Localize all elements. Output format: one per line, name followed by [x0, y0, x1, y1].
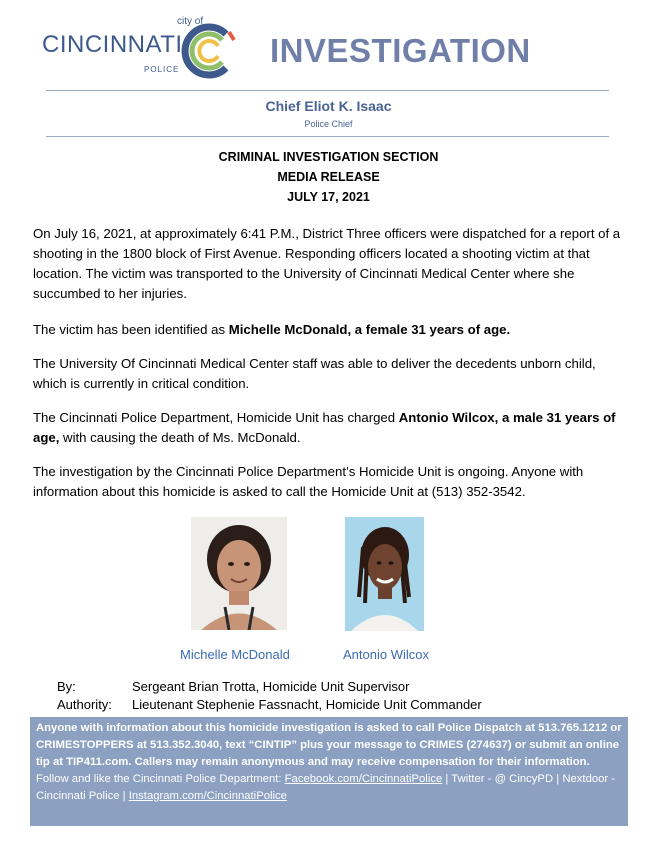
suspect-name: Antonio Wilcox, a male 31 years of age,	[33, 410, 616, 445]
release-type: MEDIA RELEASE	[277, 170, 380, 184]
paragraph-ongoing: The investigation by the Cincinnati Police Department’s Homicide Unit is ongoing. Anyone with information about this homicide is asked to call the Homicide Unit at (513) 352-3542.	[33, 464, 584, 499]
victim-intro: The victim has been identified as	[33, 322, 229, 337]
header	[0, 0, 657, 90]
paragraph-victim	[33, 320, 623, 340]
victim-photo	[191, 517, 287, 630]
footer-twitter-nextdoor: | Twitter - @ CincyPD | Nextdoor - Cincinnati Police |	[36, 773, 616, 802]
cincinnati-police-logo	[42, 14, 242, 76]
suspect-photo	[345, 517, 424, 631]
charged-intro: The Cincinnati Police Department, Homicide Unit has charged	[33, 410, 399, 425]
logo-c-emblem-icon	[176, 22, 240, 80]
section-heading: CRIMINAL INVESTIGATION SECTION	[218, 150, 439, 164]
chief-title: Police Chief	[304, 119, 353, 129]
chief-divider	[46, 136, 609, 137]
suspect-caption: Antonio Wilcox	[343, 647, 429, 662]
chief-name: Chief Eliot K. Isaac	[265, 98, 392, 114]
page-title: INVESTIGATION	[270, 32, 531, 69]
paragraph-child: The University Of Cincinnati Medical Center staff was able to deliver the decedents unborn child, which is currently in critical condition.	[33, 356, 596, 391]
footer-follow-intro: Follow and like the Cincinnati Police Department:	[36, 773, 285, 785]
footer-tip-text: Anyone with information about this homicide investigation is asked to call Police Dispatch at 513.765.1212 or CRIMESTOPPERS at 513.352.3040, text “CINTIP” plus your message to CRIMES (274637) or submit an online tip at TIP411.com. Callers may remain anonymous and may receive compensation for their information.	[36, 722, 622, 768]
release-date: JULY 17, 2021	[287, 190, 370, 204]
victim-name: Michelle McDonald, a female 31 years of age.	[228, 322, 511, 337]
by-value: Sergeant Brian Trotta, Homicide Unit Supervisor	[132, 679, 410, 694]
charged-post: with causing the death of Ms. McDonald.	[59, 430, 301, 445]
logo-city-of: city of	[177, 16, 204, 27]
footer-tip-box	[30, 717, 628, 826]
paragraph-charged	[33, 408, 623, 448]
victim-caption: Michelle McDonald	[180, 647, 290, 662]
by-label: By:	[57, 679, 76, 694]
facebook-link[interactable]: Facebook.com/CincinnatiPolice	[284, 773, 443, 785]
authority-label: Authority:	[57, 697, 112, 712]
paragraph-incident: On July 16, 2021, at approximately 6:41 P.M., District Three officers were dispatched for a report of a shooting in the 1800 block of First Avenue. Responding officers located a shooting victim at that location. The victim was transported to the University of Cincinnati Medical Center where she succumbed to her injuries.	[33, 226, 621, 301]
logo-police: POLICE	[144, 65, 180, 74]
instagram-link[interactable]: Instagram.com/CincinnatiPolice	[128, 790, 287, 802]
logo-cincinnati: CINCINNATI	[42, 31, 183, 58]
header-divider	[46, 90, 609, 91]
authority-value: Lieutenant Stephenie Fassnacht, Homicide Unit Commander	[132, 697, 482, 712]
